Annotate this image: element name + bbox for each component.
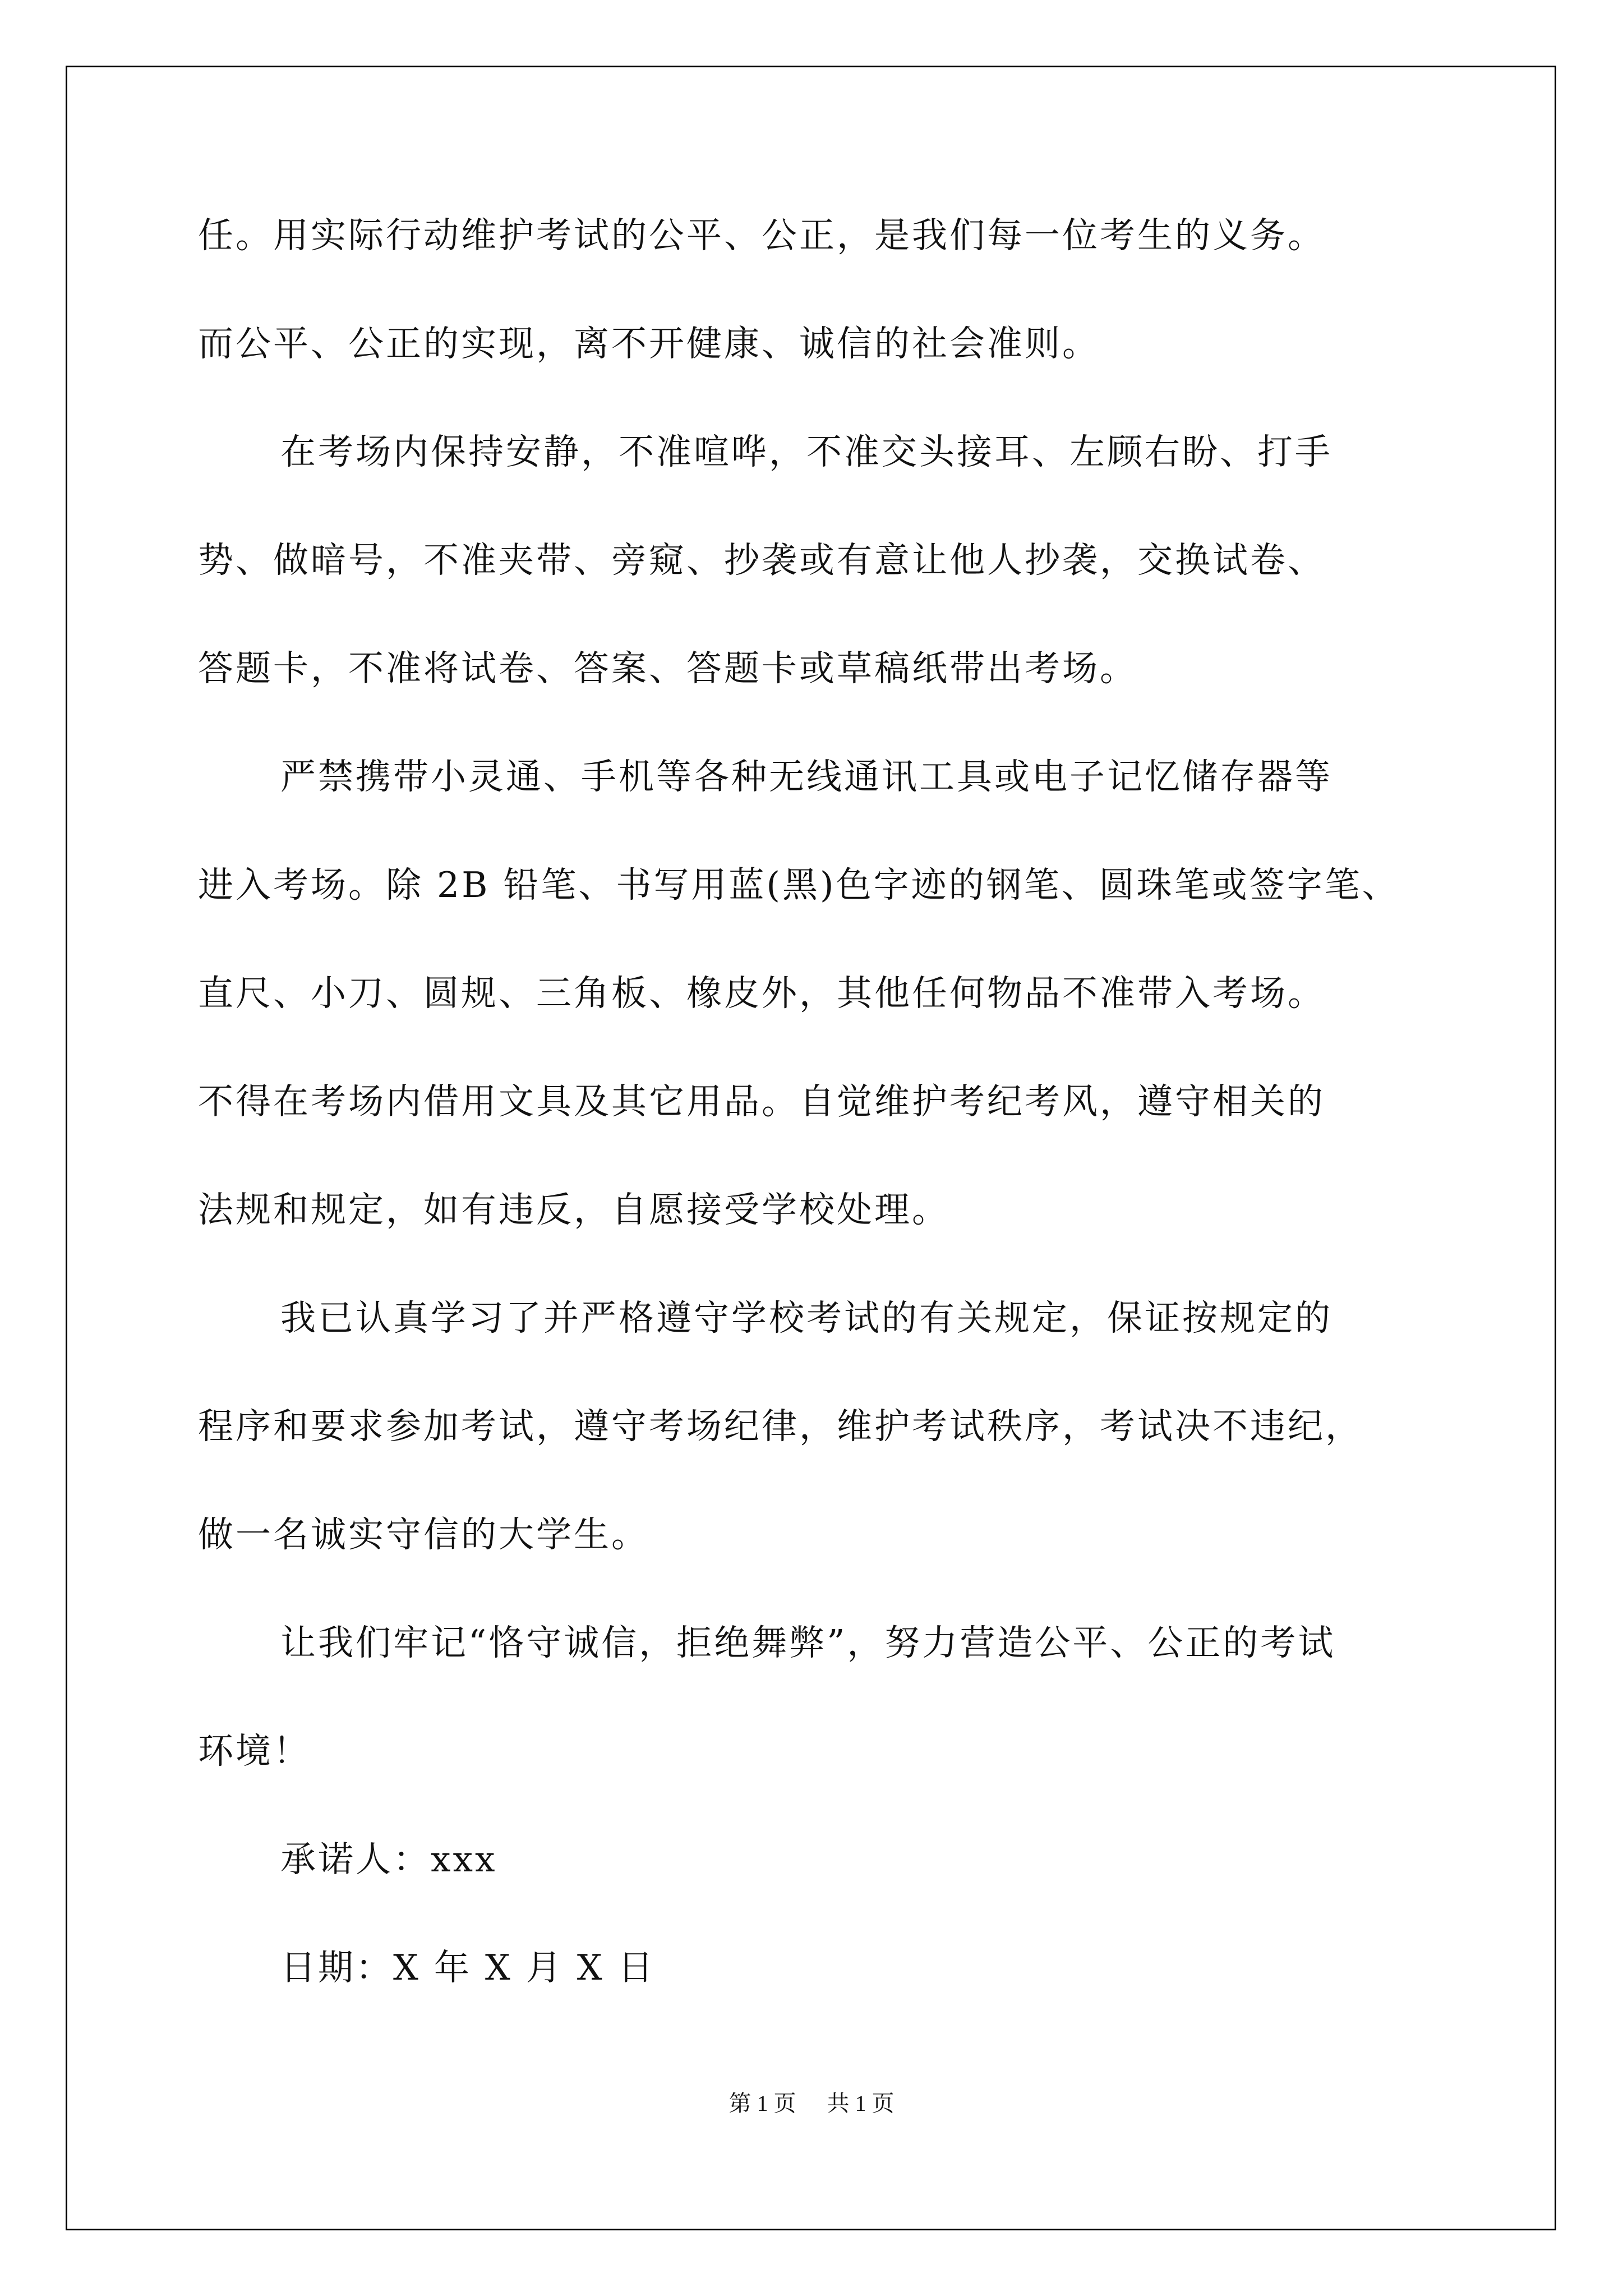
date-line: 日期：X 年 X 月 X 日 — [280, 1947, 656, 1988]
body-text-line: 程序和要求参加考试，遵守考场纪律，维护考试秩序，考试决不违纪， — [198, 1406, 1363, 1447]
signatory-line: 承诺人：xxx — [280, 1839, 497, 1880]
body-text-line: 不得在考场内借用文具及其它用品。自觉维护考纪考风，遵守相关的 — [198, 1081, 1325, 1122]
body-text-line: 环境！ — [198, 1731, 311, 1772]
page-footer — [0, 2090, 1623, 2118]
paragraph-first-line: 我已认真学习了并严格遵守学校考试的有关规定，保证按规定的 — [280, 1297, 1332, 1338]
paragraph-first-line: 让我们牢记“恪守诚信，拒绝舞弊”，努力营造公平、公正的考试 — [280, 1622, 1336, 1663]
body-text-line: 法规和规定，如有违反，自愿接受学校处理。 — [198, 1189, 949, 1230]
page-border — [66, 66, 1556, 2230]
page-number: 第 1 页 — [728, 2091, 796, 2116]
body-text-line: 势、做暗号，不准夹带、旁窥、抄袭或有意让他人抄袭，交换试卷、 — [198, 540, 1325, 581]
body-text-line: 任。用实际行动维护考试的公平、公正，是我们每一位考生的义务。 — [198, 215, 1325, 256]
paragraph-first-line: 在考场内保持安静，不准喧哗，不准交头接耳、左顾右盼、打手 — [280, 431, 1332, 472]
body-text-line: 进入考场。除 2B 铅笔、书写用蓝(黑)色字迹的钢笔、圆珠笔或签字笔、 — [198, 864, 1400, 905]
body-text-line: 答题卡，不准将试卷、答案、答题卡或草稿纸带出考场。 — [198, 648, 1137, 689]
page-total: 共 1 页 — [827, 2091, 895, 2116]
paragraph-first-line: 严禁携带小灵通、手机等各种无线通讯工具或电子记忆储存器等 — [280, 756, 1332, 797]
body-text-line: 而公平、公正的实现，离不开健康、诚信的社会准则。 — [198, 323, 1100, 364]
body-text-line: 直尺、小刀、圆规、三角板、橡皮外，其他任何物品不准带入考场。 — [198, 973, 1325, 1014]
body-text-line: 做一名诚实守信的大学生。 — [198, 1514, 649, 1555]
